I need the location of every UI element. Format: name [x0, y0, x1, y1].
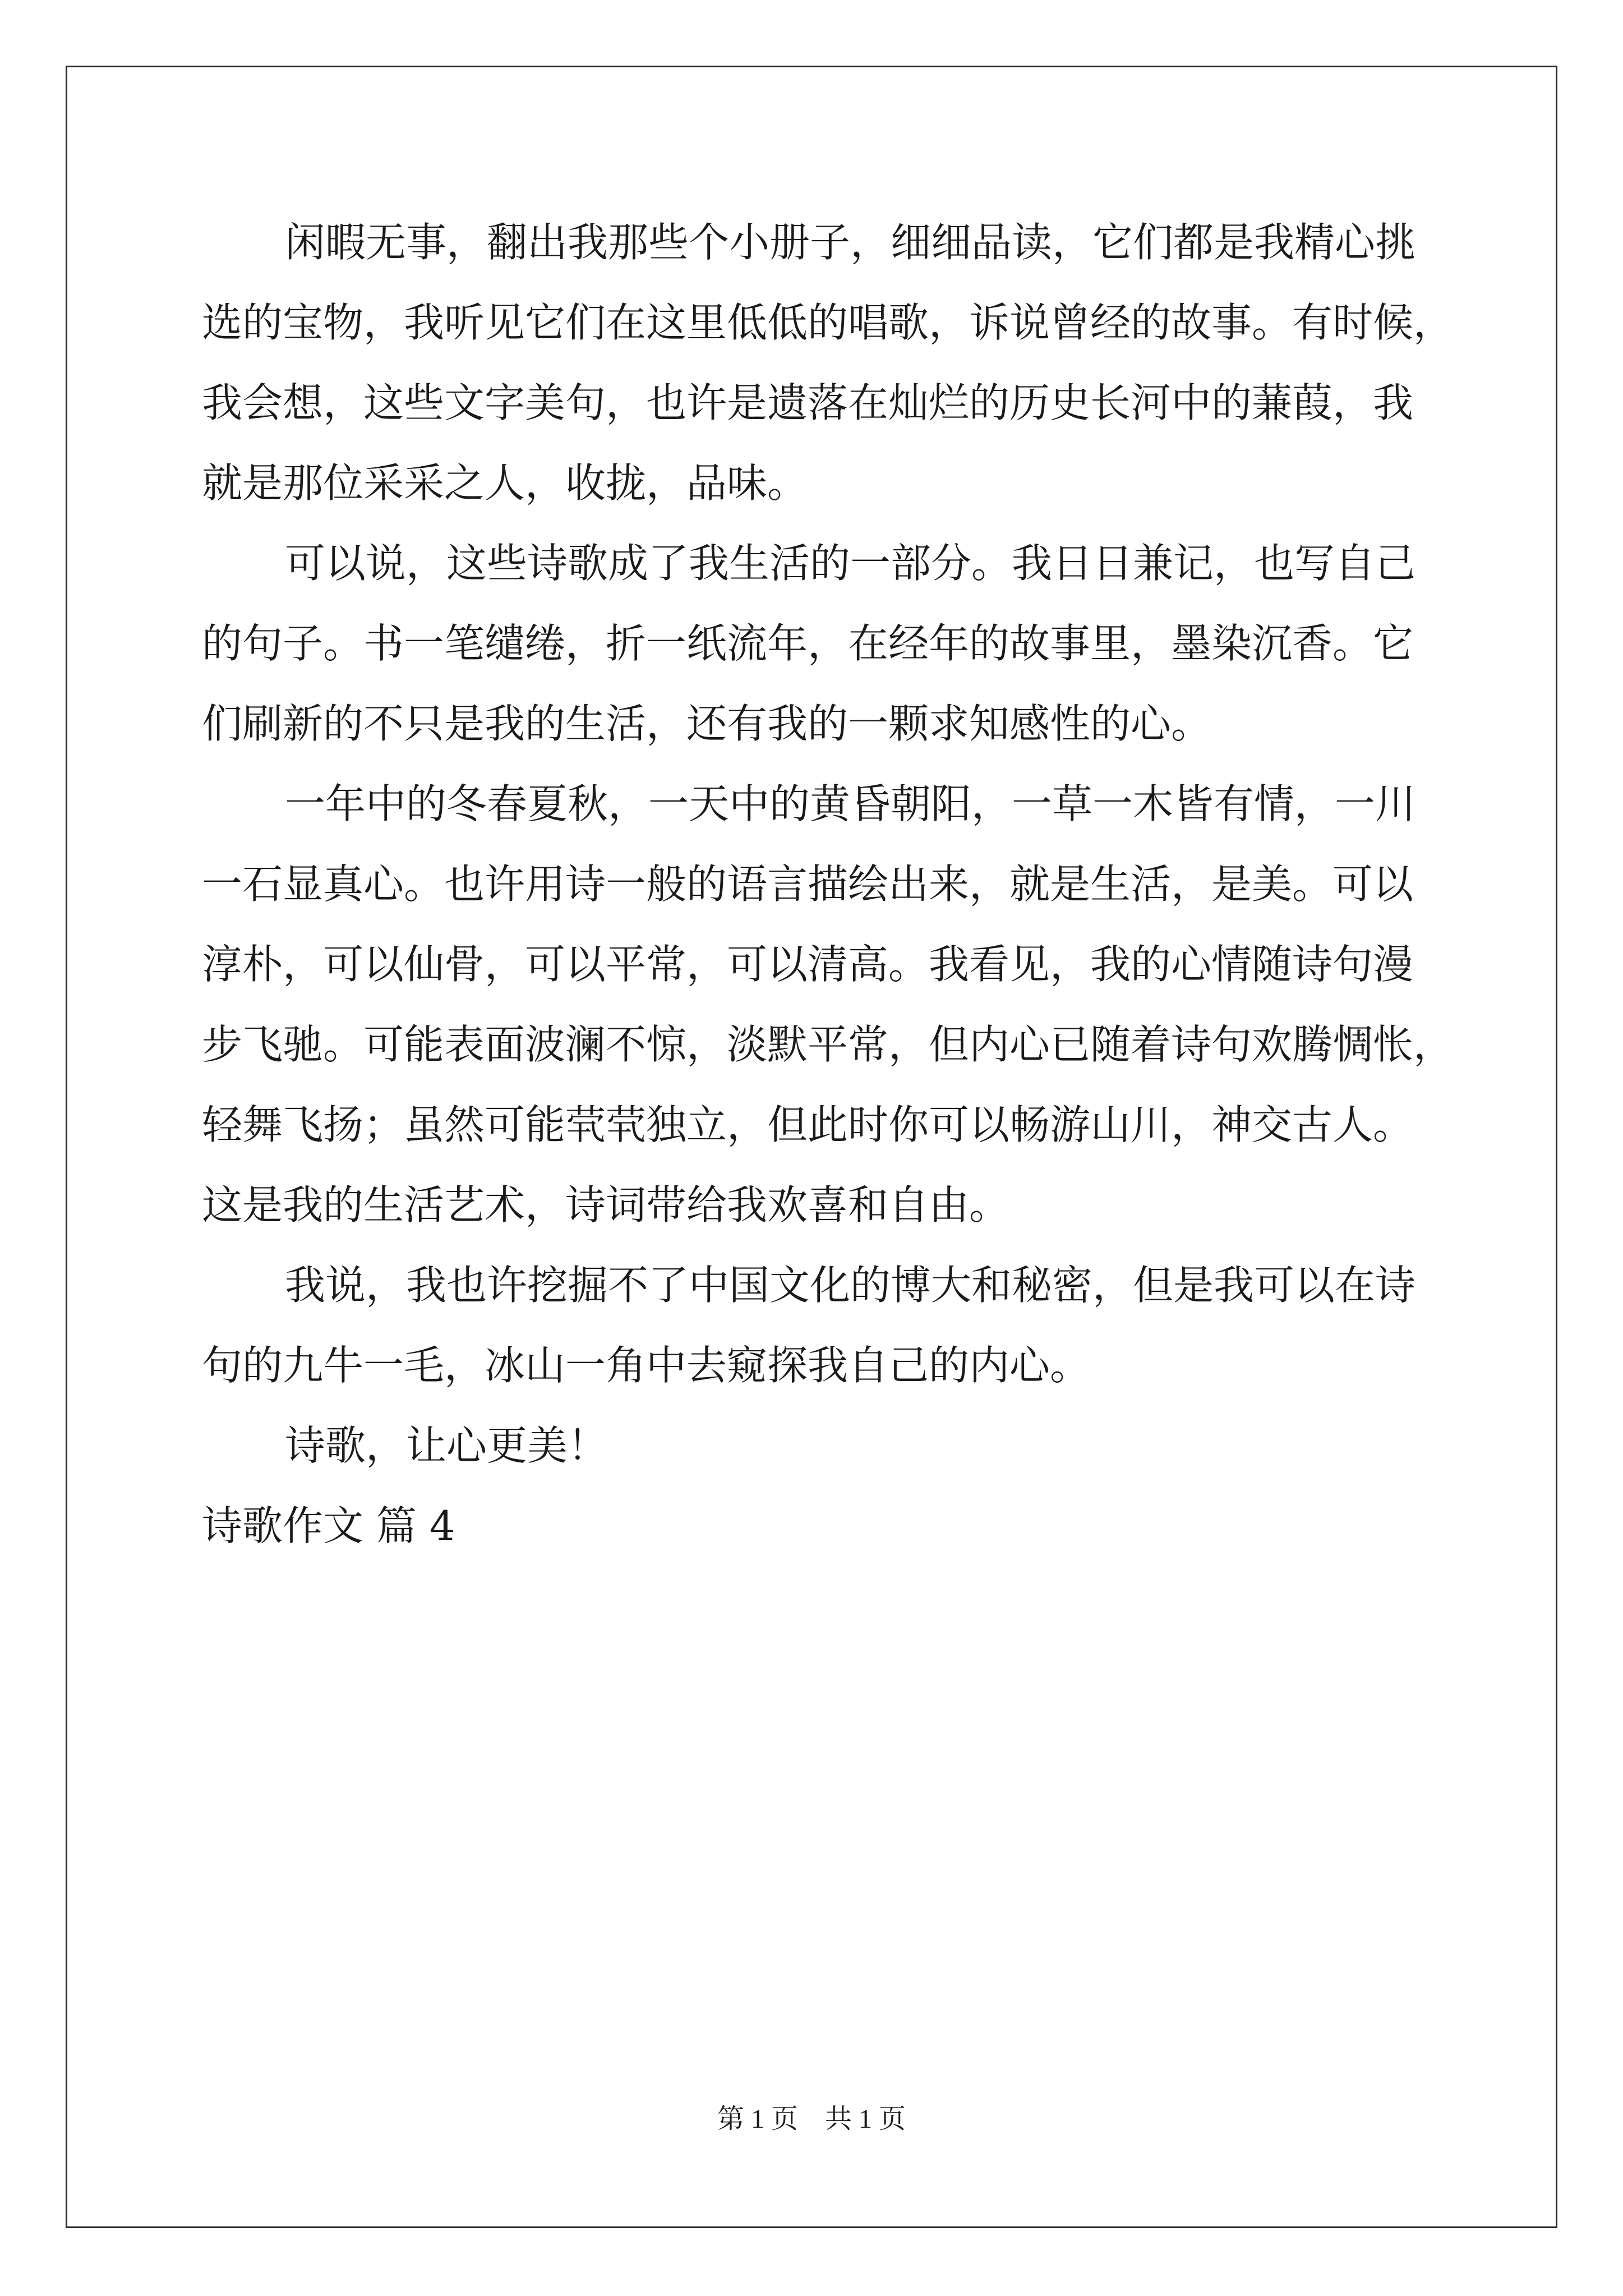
paragraph-1-line-2: 选的宝物，我听见它们在这里低低的唱歌，诉说曾经的故事。有时候， — [202, 299, 1454, 346]
paragraph-5-line-1: 诗歌，让心更美！ — [285, 1422, 608, 1469]
paragraph-3-line-6: 这是我的生活艺术，诗词带给我欢喜和自由。 — [202, 1181, 1010, 1228]
paragraph-4-line-1: 我说，我也许挖掘不了中国文化的博大和秘密，但是我可以在诗 — [285, 1262, 1416, 1309]
paragraph-4-line-2: 句的九牛一毛，冰山一角中去窥探我自己的内心。 — [202, 1342, 1091, 1389]
paragraph-3-line-4: 步飞驰。可能表面波澜不惊，淡默平常，但内心已随着诗句欢腾惆怅， — [202, 1021, 1454, 1068]
section-heading: 诗歌作文 篇 4 — [202, 1502, 455, 1549]
paragraph-3-line-1: 一年中的冬春夏秋，一天中的黄昏朝阳，一草一木皆有情，一川 — [285, 780, 1416, 827]
paragraph-2-line-1: 可以说，这些诗歌成了我生活的一部分。我日日兼记，也写自己 — [285, 540, 1416, 587]
paragraph-2-line-2: 的句子。书一笔缱绻，折一纸流年，在经年的故事里，墨染沉香。它 — [202, 620, 1414, 667]
paragraph-3-line-3: 淳朴，可以仙骨，可以平常，可以清高。我看见，我的心情随诗句漫 — [202, 941, 1414, 988]
paragraph-1-line-4: 就是那位采采之人，收拢，品味。 — [202, 459, 808, 507]
paragraph-3-line-2: 一石显真心。也许用诗一般的语言描绘出来，就是生活，是美。可以 — [202, 861, 1414, 908]
paragraph-3-line-5: 轻舞飞扬；虽然可能茕茕独立，但此时你可以畅游山川，神交古人。 — [202, 1101, 1414, 1148]
paragraph-2-line-3: 们刷新的不只是我的生活，还有我的一颗求知感性的心。 — [202, 700, 1212, 747]
page-footer: 第 1 页 共 1 页 — [717, 2104, 906, 2134]
paragraph-1-line-1: 闲暇无事，翻出我那些个小册子，细细品读，它们都是我精心挑 — [285, 219, 1416, 266]
paragraph-1-line-3: 我会想，这些文字美句，也许是遗落在灿烂的历史长河中的蒹葭，我 — [202, 379, 1414, 426]
